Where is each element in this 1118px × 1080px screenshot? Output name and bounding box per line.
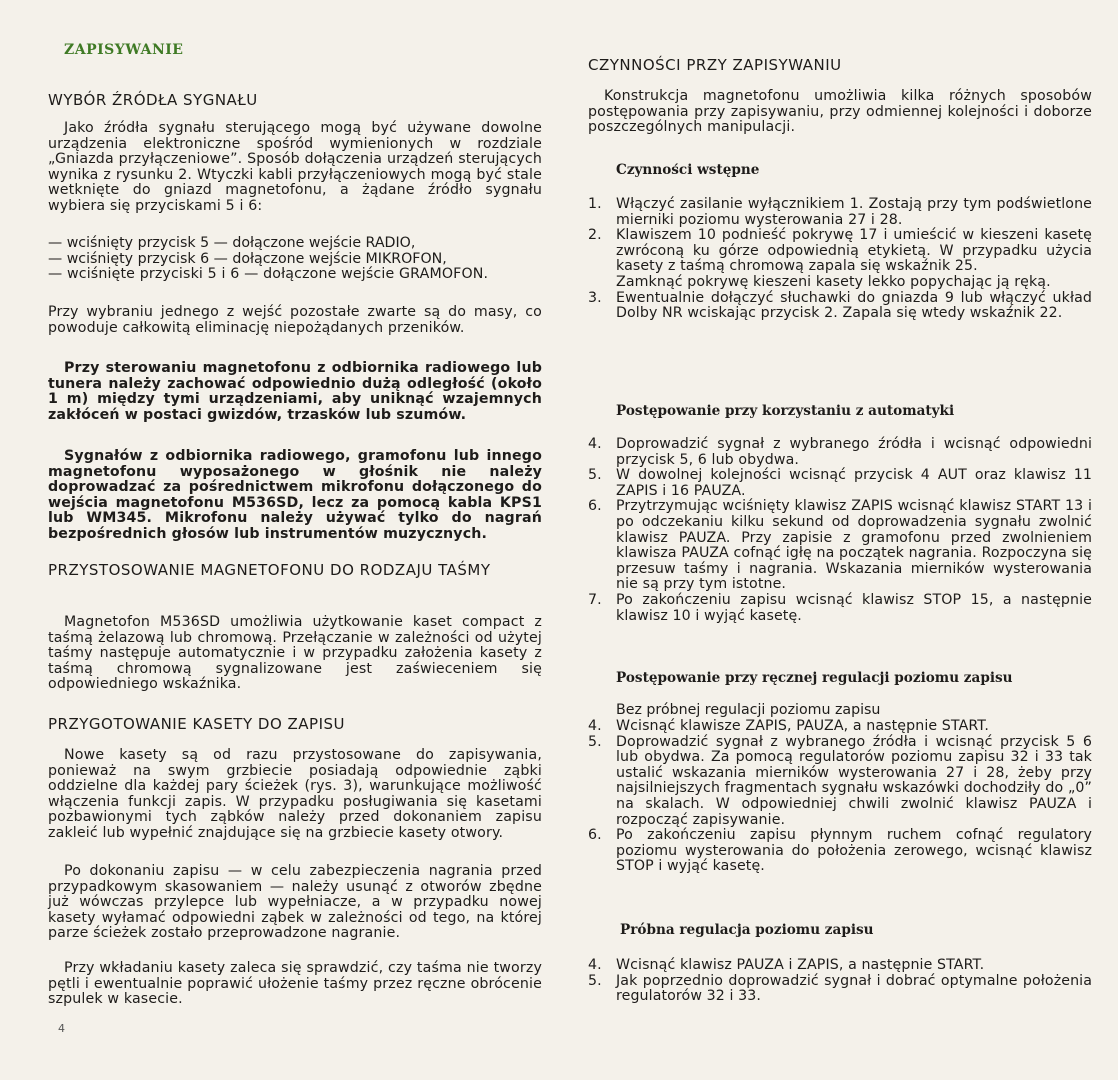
paragraph-radio: Przy sterowaniu magnetofonu z odbiornika radiowego lub tunera należy zachować odpowiednio dużą odległość (około 1 m) między tymi urządzeniami, aby uniknąć wzajemnych zakłóceń w postaci gwizdów, trzasków lub szumów.	[48, 360, 542, 423]
list-manual	[588, 719, 1092, 875]
subheading-automatic: Postępowanie przy korzystaniu z automatyki	[616, 403, 955, 419]
list-item: — wciśnięty przycisk 6 — dołączone wejście MIKROFON,	[48, 250, 447, 267]
list-item: 7. Po zakończeniu zapisu wcisnąć klawisz STOP 15, a następnie klawisz 10 i wyjąć kasetę.	[588, 591, 1092, 624]
list-item: 5. Doprowadzić sygnał z wybranego źródła i wcisnąć przycisk 5 6 lub obydwa. Za pomocą regulatorów poziomu zapisu 32 i 33 tak ustalić wskazania mierników wysterowania 27 i 28, żeby przy najsilniejszych fragmentach sygnału wskazówki dochodziły do „0” na skalach. W odpowiedniej chwili zwolnić klawisz PAUZA i rozpocząć zapisywanie.	[588, 733, 1092, 828]
paragraph-cassette-1: Nowe kasety są od razu przystosowane do zapisywania, ponieważ na swym grzbiecie posiadają odpowiednie ząbki oddzielne dla każdej pary ścieżek (rys. 3), warunkujące możliwość włączenia funkcji zapis. W przypadku posługiwania się kasetami pozbawionymi tych ząbków należy przed dokonaniem zapisu zakleić lub wypełnić znajdujące się na grzbiecie kasety otwory.	[48, 747, 542, 841]
list-preliminary	[588, 197, 1092, 322]
list-item: — wciśnięte przyciski 5 i 6 — dołączone wejście GRAMOFON.	[48, 266, 489, 283]
list-item: 4. Wcisnąć klawisze ZAPIS, PAUZA, a następnie START.	[588, 718, 989, 734]
list-item: 1. Włączyć zasilanie wyłącznikiem 1. Zostają przy tym podświetlone mierniki poziomu wysterowania 27 i 28.	[588, 196, 1092, 228]
paragraph-source: Jako źródła sygnału sterującego mogą być używane dowolne urządzenia elektroniczne spośród wymienionych w rozdziale „Gniazda przyłączeniowe”. Sposób dołączenia urządzeń sterujących wynika z rysunku 2. Wtyczki kabli przyłączeniowych mogą być stale wetknięte do gniazd magnetofonu, a żądane źródło sygnału wybiera się przyciskami 5 i 6:	[48, 120, 542, 214]
subheading-manual: Postępowanie przy ręcznej regulacji poziomu zapisu	[616, 670, 1013, 686]
list-item: 6. Po zakończeniu zapisu płynnym ruchem cofnąć regulatory poziomu wysterowania do położenia zerowego, wcisnąć klawisz STOP i wyjąć kasetę.	[588, 827, 1092, 875]
paragraph-tape: Magnetofon M536SD umożliwia użytkowanie kaset compact z taśmą żelazową lub chromową. Przełączanie w zależności od użytej taśmy następuje automatycznie i w przypadku założenia kasety z taśmą chromową sygnalizowane jest zaświeceniem się odpowiedniego wskaźnika.	[48, 614, 542, 693]
subheading-preliminary: Czynności wstępne	[616, 162, 760, 178]
heading-source: WYBÓR ŹRÓDŁA SYGNAŁU	[48, 91, 258, 109]
list-item: 4. Wcisnąć klawisz PAUZA i ZAPIS, a następnie START.	[588, 957, 985, 973]
list-item-continuation: Zamknąć pokrywę kieszeni kasety lekko popychając ją ręką.	[616, 273, 1051, 290]
subheading-trial: Próbna regulacja poziomu zapisu	[620, 922, 874, 938]
section-title: ZAPISYWANIE	[64, 42, 184, 58]
list-item: 6. Przytrzymując wciśnięty klawisz ZAPIS wcisnąć klawisz START 13 i po odczekaniu kilku sekund od doprowadzenia sygnału zwolnić klawisz PAUZA. Przy zapisie z gramofonu przed zwolnieniem klawisza PAUZA cofnąć igłę na początek nagrania. Rozpoczyna się przesuw taśmy i nagrania. Wskazania mierników wysterowania nie są przy tym istotne.	[588, 498, 1092, 593]
list-automatic	[588, 437, 1092, 624]
list-item: 3. Ewentualnie dołączyć słuchawki do gniazda 9 lub włączyć układ Dolby NR wciskając przycisk 2. Zapala się wtedy wskaźnik 22.	[588, 289, 1092, 322]
page-number: 4	[58, 1022, 65, 1035]
list-item: — wciśnięty przycisk 5 — dołączone wejście RADIO,	[48, 235, 416, 251]
paragraph-signals: Sygnałów z odbiornika radiowego, gramofonu lub innego magnetofonu wyposażonego w głośnik nie należy doprowadzać za pośrednictwem mikrofonu dołączonego do wejścia magnetofonu M536SD, lecz za pomocą kabla KPS1 lub WM345. Mikrofonu należy używać tylko do nagrań bezpośrednich głosów lub instrumentów muzycznych.	[48, 448, 542, 542]
heading-tape: PRZYSTOSOWANIE MAGNETOFONU DO RODZAJU TAŚMY	[48, 561, 491, 579]
list-item: 5. W dowolnej kolejności wcisnąć przycisk 4 AUT oraz klawisz 11 ZAPIS i 16 PAUZA.	[588, 467, 1092, 499]
heading-cassette: PRZYGOTOWANIE KASETY DO ZAPISU	[48, 715, 346, 733]
list-item: 2. Klawiszem 10 podnieść pokrywę 17 i umieścić w kieszeni kasetę zwróconą ku górze odpowiednią etykietą. W przypadku użycia kasety z taśmą chromową zapala się wskaźnik 25.	[588, 227, 1092, 275]
paragraph-intro: Konstrukcja magnetofonu umożliwia kilka różnych sposobów postępowania przy zapisywaniu, przy odmiennej kolejności i doborze poszczególnych manipulacji.	[588, 88, 1092, 136]
paragraph-masy: Przy wybraniu jednego z wejść pozostałe zwarte są do masy, co powoduje całkowitą eliminację niepożądanych przeników.	[48, 304, 542, 336]
list-trial	[588, 958, 1092, 1005]
manual-intro: Bez próbnej regulacji poziomu zapisu	[616, 702, 881, 718]
list-item: 5. Jak poprzednio doprowadzić sygnał i dobrać optymalne położenia regulatorów 32 i 33.	[588, 972, 1092, 1005]
list-item: 4. Doprowadzić sygnał z wybranego źródła i wcisnąć odpowiedni przycisk 5, 6 lub obydwa.	[588, 436, 1092, 468]
paragraph-cassette-2: Po dokonaniu zapisu — w celu zabezpieczenia nagrania przed przypadkowym skasowaniem — należy usunąć z otworów zbędne już wówczas przylepce lub wypełniacze, a w przypadku nowej kasety wyłamać odpowiedni ząbek w zależności od tego, na której parze ścieżek zostało przeprowadzone nagranie.	[48, 863, 542, 942]
paragraph-cassette-3: Przy wkładaniu kasety zaleca się sprawdzić, czy taśma nie tworzy pętli i ewentualnie poprawić ułożenie taśmy przez ręczne obrócenie szpulek w kasecie.	[48, 960, 542, 1008]
input-list	[48, 236, 542, 283]
heading-steps: CZYNNOŚCI PRZY ZAPISYWANIU	[588, 56, 842, 74]
